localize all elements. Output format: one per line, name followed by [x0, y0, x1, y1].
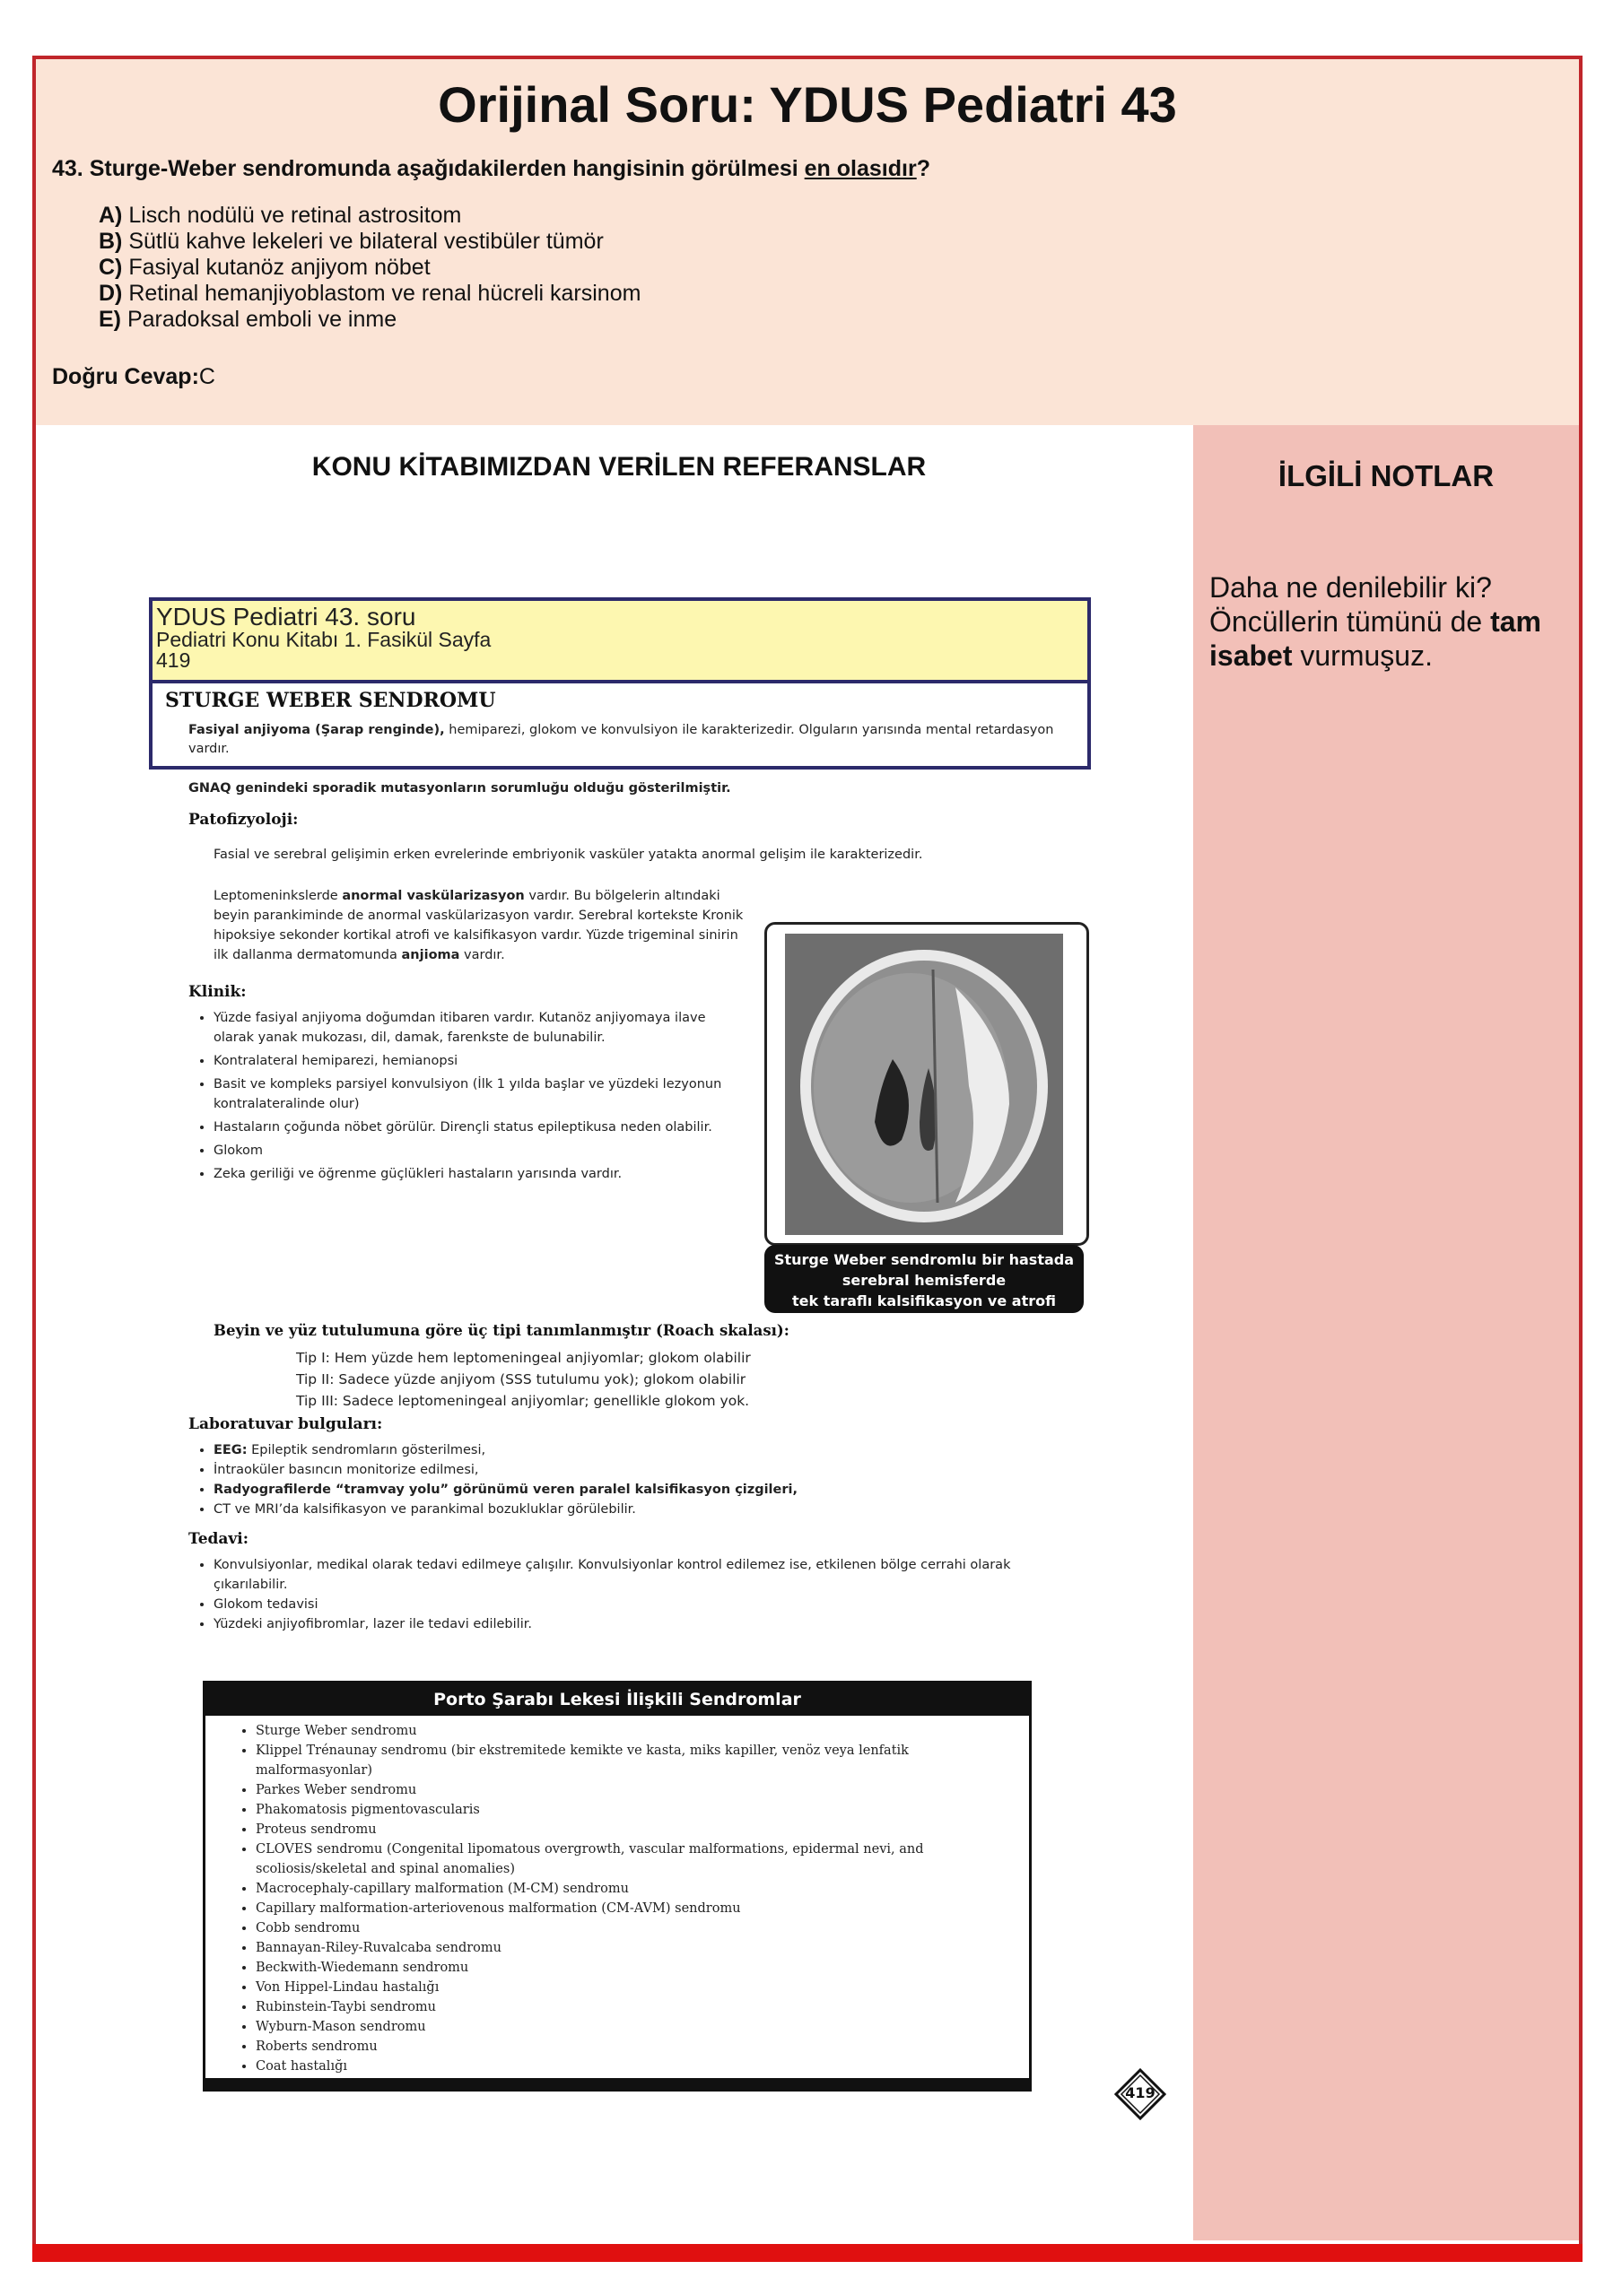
porto-item: • Capillary malformation-arteriovenous malformation (CM-AVM) sendromu	[256, 1899, 1011, 1918]
ct-image-frame	[764, 922, 1089, 1246]
notes-title: İLGİLİ NOTLAR	[1278, 459, 1495, 492]
page-number-badge	[1114, 2068, 1166, 2120]
porto-item: • Bannayan-Riley-Ruvalcaba sendromu	[256, 1938, 1011, 1958]
answer-value: C	[198, 364, 215, 389]
option-e: E) Paradoksal emboli ve inme	[99, 307, 397, 332]
tedavi-heading: Tedavi:	[188, 1530, 249, 1548]
porto-item: • Coat hastalığı	[256, 2057, 1011, 2076]
porto-item: • Rubinstein-Taybi sendromu	[256, 1997, 1011, 2017]
tedavi-item: • Yüzdeki anjiyofibromlar, lazer ile tedavi edilebilir.	[214, 1614, 1073, 1634]
porto-item: • Parkes Weber sendromu	[256, 1780, 1011, 1800]
answer-label: Doğru Cevap:	[52, 364, 199, 389]
porto-footer-bar	[205, 2078, 1029, 2089]
porto-item: • Klippel Trénaunay sendromu (bir ekstremitede kemikte ve kasta, miks kapiller, venöz veya lenfatik malformasyonlar)	[256, 1741, 1011, 1780]
question-header	[36, 59, 1579, 425]
source-box	[149, 597, 1091, 683]
porto-item: • Wyburn-Mason sendromu	[256, 2017, 1011, 2037]
klinik-item: • Hastaların çoğunda nöbet görülür. Dirençli status epileptikusa neden olabilir.	[214, 1118, 741, 1137]
tedavi-list	[194, 1555, 1073, 1634]
ct-caption: Sturge Weber sendromlu bir hastada serebral hemisferde tek taraflı kalsifikasyon ve atrofi	[764, 1245, 1084, 1313]
porto-item: • Von Hippel-Lindau hastalığı	[256, 1978, 1011, 1997]
porto-box	[203, 1681, 1032, 2092]
lab-heading: Laboratuvar bulguları:	[188, 1415, 383, 1433]
pato-text-1: Fasial ve serebral gelişimin erken evrelerinde embriyonik vasküler yatakta anormal gelişim ile karakterizedir.	[214, 848, 923, 862]
option-a: A) Lisch nodülü ve retinal astrositom	[99, 203, 462, 228]
section-heading: STURGE WEBER SENDROMU	[165, 689, 496, 712]
correct-answer	[52, 364, 215, 390]
klinik-item: • Kontralateral hemiparezi, hemianopsi	[214, 1051, 741, 1071]
lab-item: • İntraoküler basıncın monitorize edilmesi,	[214, 1460, 1073, 1480]
porto-item: • Proteus sendromu	[256, 1820, 1011, 1839]
porto-item: • Sturge Weber sendromu	[256, 1721, 1011, 1741]
tedavi-item: • Konvulsiyonlar, medikal olarak tedavi edilmeye çalışılır. Konvulsiyonlar kontrol edilemez ise, etkilenen bölge cerrahi olarak çıkarılabilir.	[214, 1555, 1073, 1595]
option-d: D) Retinal hemanjiyoblastom ve renal hücreli karsinom	[99, 281, 641, 306]
page-number: 419	[1125, 2084, 1155, 2101]
porto-item: • Roberts sendromu	[256, 2037, 1011, 2057]
tedavi-item: • Glokom tedavisi	[214, 1595, 1073, 1614]
question-emphasis: en olasıdır	[804, 156, 917, 181]
source-line-3: 419	[156, 648, 191, 672]
klinik-item: • Zeka geriliği ve öğrenme güçlükleri hastaların yarısında vardır.	[214, 1164, 741, 1184]
section-intro: Fasiyal anjiyoma (Şarap renginde), hemiparezi, glokom ve konvulsiyon ile karakterizedir. Olguların yarısında mental retardasyon vardır.	[188, 723, 1054, 756]
klinik-list	[194, 1008, 741, 1184]
porto-item: • CLOVES sendromu (Congenital lipomatous overgrowth, vascular malformations, epidermal nevi, and scoliosis/skeletal and spinal anomalies)	[256, 1839, 1011, 1879]
highlight-box	[149, 680, 1091, 770]
porto-item: • Cobb sendromu	[256, 1918, 1011, 1938]
klinik-item: • Basit ve kompleks parsiyel konvulsiyon (İlk 1 yılda başlar ve yüzdeki lezyonun kontralateralinde olur)	[214, 1074, 741, 1114]
notes-text: Daha ne denilebilir ki? Öncüllerin tümünü de tam isabet vurmuşuz.	[1209, 571, 1541, 672]
roach-list	[296, 1347, 751, 1412]
lab-item: • CT ve MRI’da kalsifikasyon ve parankimal bozukluklar görülebilir.	[214, 1500, 1073, 1519]
klinik-heading: Klinik:	[188, 983, 247, 1001]
roach-heading: Beyin ve yüz tutulumuna göre üç tipi tanımlanmıştır (Roach skalası):	[214, 1322, 789, 1339]
option-b: B) Sütlü kahve lekeleri ve bilateral vestibüler tümör	[99, 229, 604, 254]
bottom-accent-bar	[32, 2244, 1583, 2262]
porto-list	[240, 1721, 1011, 2076]
lab-item: • EEG: Epileptik sendromların gösterilmesi,	[214, 1440, 1073, 1460]
roach-item: Tip II: Sadece yüzde anjiyom (SSS tutulumu yok); glokom olabilir	[296, 1371, 746, 1387]
roach-item: Tip I: Hem yüzde hem leptomeningeal anjiyomlar; glokom olabilir	[296, 1350, 751, 1366]
question-text	[52, 156, 930, 182]
klinik-item: • Glokom	[214, 1141, 741, 1161]
page-title: Orijinal Soru: YDUS Pediatri 43	[438, 76, 1177, 133]
roach-item: Tip III: Sadece leptomeningeal anjiyomlar; genellikle glokom yok.	[296, 1393, 750, 1409]
porto-item: • Beckwith-Wiedemann sendromu	[256, 1958, 1011, 1978]
question-number: 43.	[52, 156, 83, 181]
pato-heading: Patofizyoloji:	[188, 811, 299, 829]
reference-section-title: KONU KİTABIMIZDAN VERİLEN REFERANSLAR	[311, 452, 927, 482]
lab-list	[194, 1440, 1073, 1519]
options-list	[99, 203, 641, 333]
porto-item: • Phakomatosis pigmentovascularis	[256, 1800, 1011, 1820]
question-end: ?	[916, 156, 930, 181]
klinik-item: • Yüzde fasiyal anjiyoma doğumdan itibaren vardır. Kutanöz anjiyomaya ilave olarak yanak mukozası, dil, damak, farenkste de bulunabilir.	[214, 1008, 741, 1048]
book-page-excerpt	[149, 597, 1155, 2101]
gnaq-text: GNAQ genindeki sporadik mutasyonların sorumluğu olduğu gösterilmiştir.	[188, 781, 731, 796]
notes-panel	[1193, 425, 1579, 2240]
porto-item: • Macrocephaly-capillary malformation (M-CM) sendromu	[256, 1879, 1011, 1899]
source-line-2: Pediatri Konu Kitabı 1. Fasikül Sayfa	[156, 628, 492, 651]
page-frame	[32, 56, 1583, 2262]
option-c: C) Fasiyal kutanöz anjiyom nöbet	[99, 255, 431, 280]
ct-scan-image	[785, 934, 1063, 1235]
lab-item: • Radyografilerde “tramvay yolu” görünümü veren paralel kalsifikasyon çizgileri,	[214, 1480, 1073, 1500]
porto-heading: Porto Şarabı Lekesi İlişkili Sendromlar	[205, 1683, 1029, 1716]
source-line-1: YDUS Pediatri 43. soru	[156, 603, 416, 631]
pato-text-2: Leptomeninkslerde anormal vaskülarizasyon vardır. Bu bölgelerin altındaki beyin parankiminde de anormal vaskülarizasyon vardır. Serebral kortekste Kronik hipoksiye sekonder kortikal atrofi ve kalsifikasyon vardır. Yüzde trigeminal sinirin ilk dallanma dermatomunda anjioma vardır.	[214, 889, 744, 962]
question-stem: Sturge-Weber sendromunda aşağıdakilerden hangisinin görülmesi	[89, 156, 798, 181]
